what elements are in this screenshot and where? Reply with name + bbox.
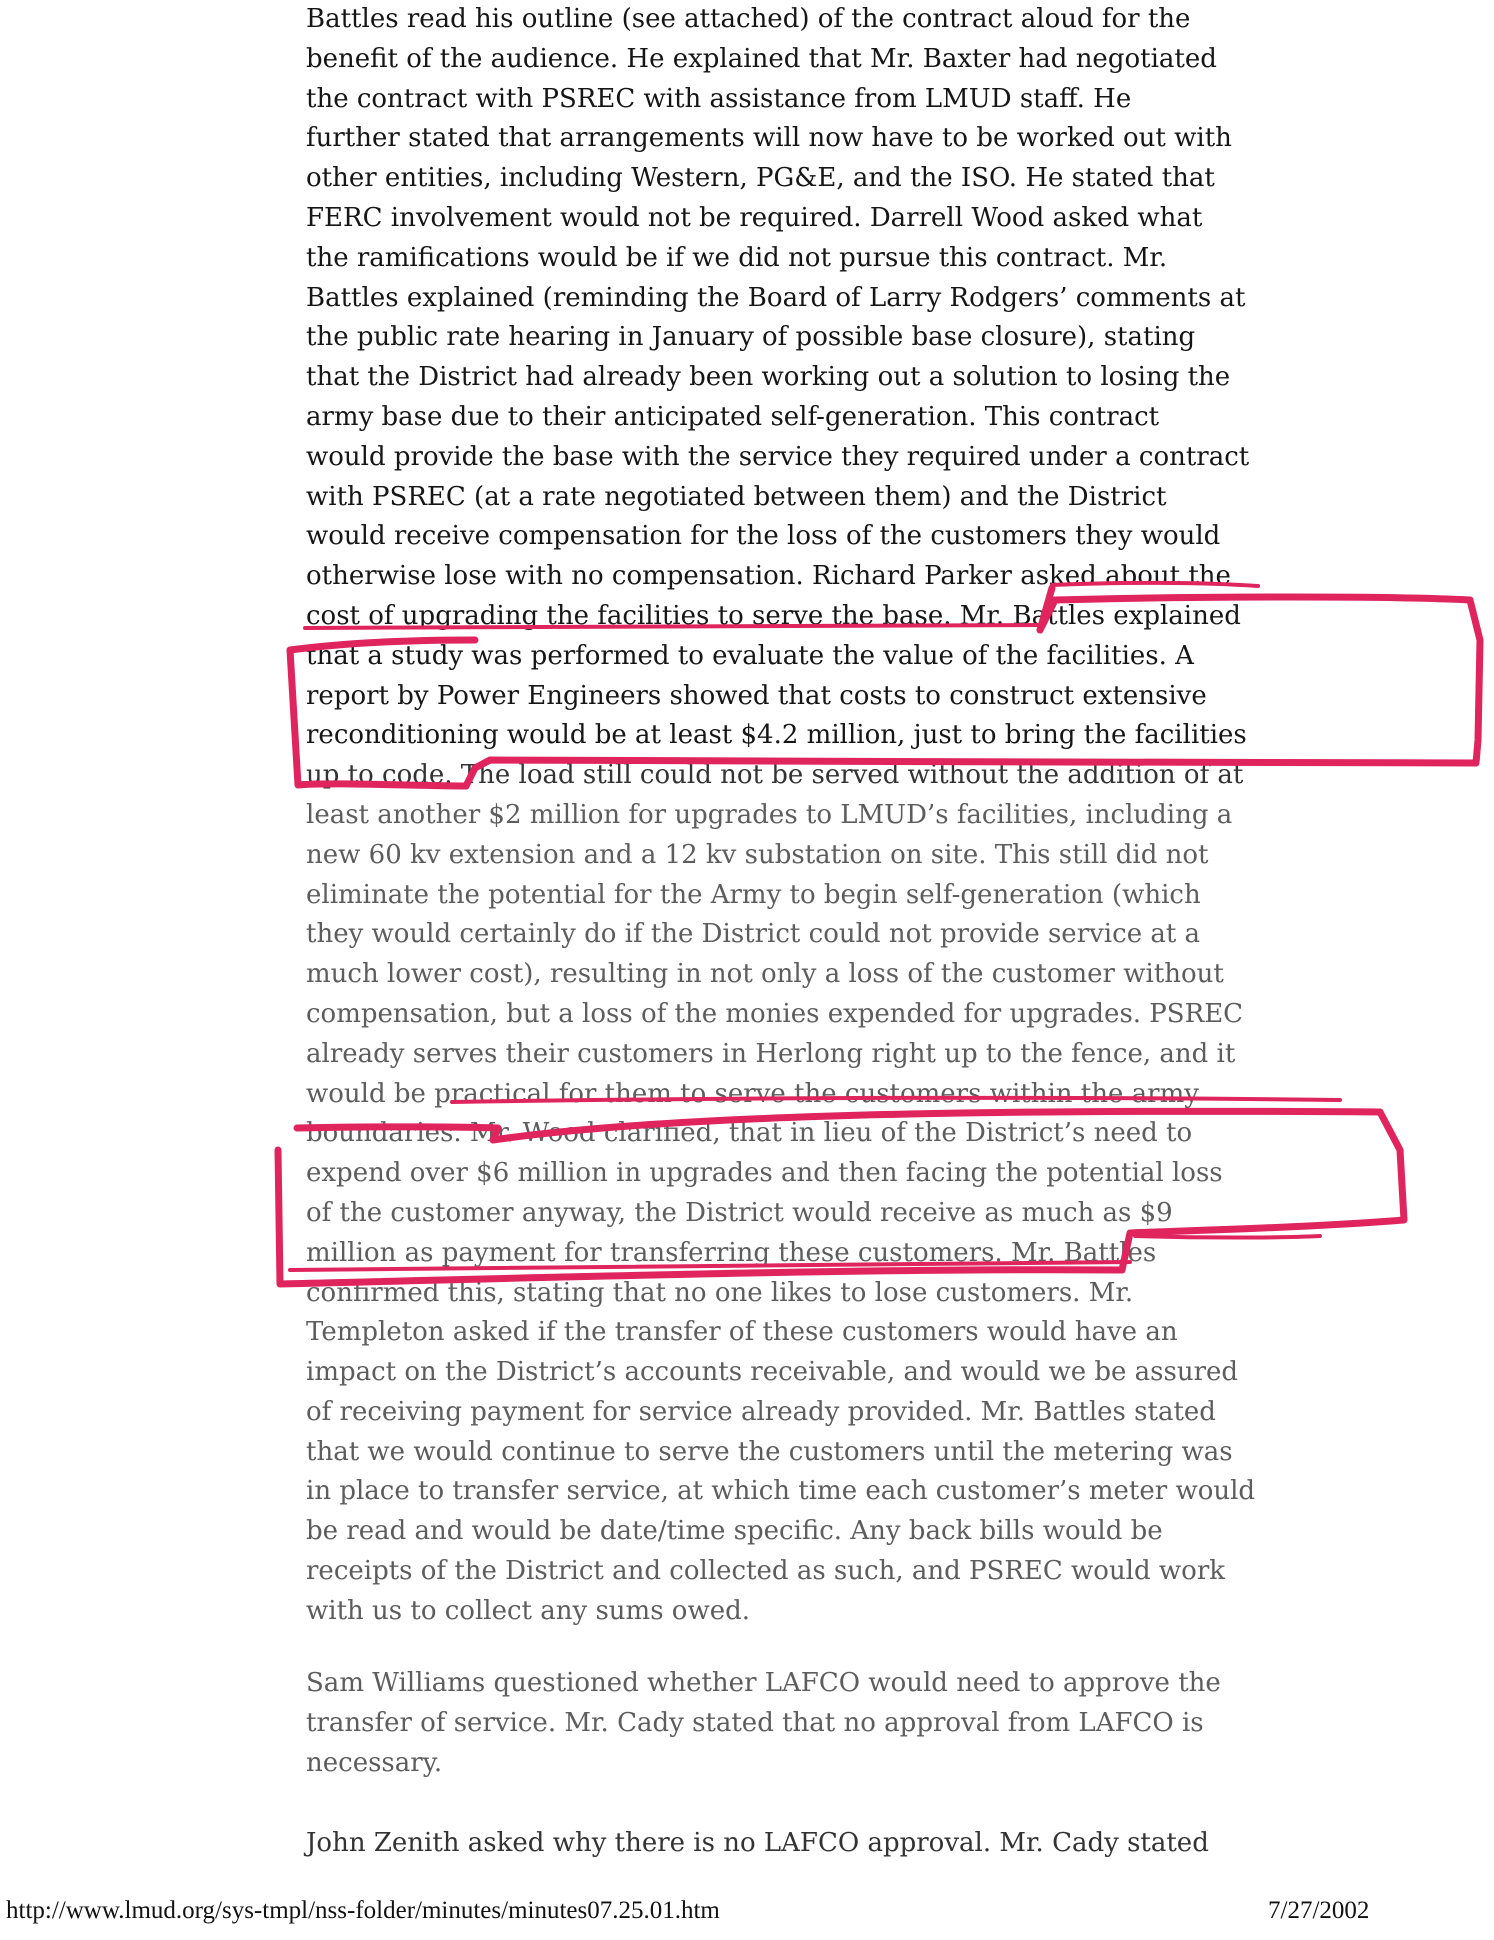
text-line: would receive compensation for the loss of the customers they would — [306, 521, 1221, 552]
text-line: cost of upgrading the facilities to serve the base. Mr. Battles explained — [306, 600, 1241, 631]
text-line: expend over $6 million in upgrades and then facing the potential loss — [306, 1158, 1223, 1189]
text-line: FERC involvement would not be required. Darrell Wood asked what — [306, 202, 1203, 233]
text-line: boundaries. Mr. Wood clarified, that in lieu of the District’s need to — [306, 1118, 1193, 1149]
text-line: impact on the District’s accounts receivable, and would we be assured — [306, 1357, 1239, 1388]
minutes-paragraph-2 — [306, 1664, 1426, 1783]
text-line: much lower cost), resulting in not only a loss of the customer without — [306, 959, 1224, 990]
text-line: up to code. The load still could not be served without the addition of at — [306, 760, 1244, 791]
text-line: the public rate hearing in January of possible base closure), stating — [306, 322, 1196, 353]
text-line: with us to collect any sums owed. — [306, 1595, 751, 1626]
text-line: transfer of service. Mr. Cady stated that no approval from LAFCO is — [306, 1707, 1204, 1738]
text-line: otherwise lose with no compensation. Richard Parker asked about the — [306, 561, 1231, 592]
text-line: eliminate the potential for the Army to begin self-generation (which — [306, 879, 1201, 910]
text-line: benefit of the audience. He explained that Mr. Baxter had negotiated — [306, 43, 1217, 74]
text-line: report by Power Engineers showed that costs to construct extensive — [306, 680, 1207, 711]
text-line: of receiving payment for service already provided. Mr. Battles stated — [306, 1396, 1216, 1427]
text-line: that we would continue to serve the customers until the metering was — [306, 1436, 1233, 1467]
text-line: reconditioning would be at least $4.2 million, just to bring the facilities — [306, 720, 1247, 751]
text-line: further stated that arrangements will now have to be worked out with — [306, 123, 1232, 154]
minutes-paragraph-3 — [306, 1824, 1426, 1864]
text-line: other entities, including Western, PG&E, and the ISO. He stated that — [306, 163, 1215, 194]
text-line: army base due to their anticipated self-generation. This contract — [306, 401, 1160, 432]
text-line: of the customer anyway, the District would receive as much as $9 — [306, 1197, 1173, 1228]
text-line: million as payment for transferring these customers. Mr. Battles — [306, 1237, 1157, 1268]
text-line: with PSREC (at a rate negotiated between them) and the District — [306, 481, 1167, 512]
text-line: already serves their customers in Herlong right up to the fence, and it — [306, 1038, 1236, 1069]
text-line: that the District had already been working out a solution to losing the — [306, 362, 1231, 393]
text-line: Templeton asked if the transfer of these customers would have an — [306, 1317, 1178, 1348]
text-line: they would certainly do if the District could not provide service at a — [306, 919, 1201, 950]
page-footer — [0, 1897, 1494, 1933]
text-line: least another $2 million for upgrades to LMUD’s facilities, including a — [306, 799, 1233, 830]
text-line: be read and would be date/time specific. Any back bills would be — [306, 1516, 1163, 1547]
text-line: John Zenith asked why there is no LAFCO approval. Mr. Cady stated — [306, 1828, 1209, 1858]
source-url: http://www.lmud.org/sys-tmpl/nss-folder/minutes/minutes07.25.01.htm — [6, 1897, 720, 1924]
text-line: Battles read his outline (see attached) of the contract aloud for the — [306, 4, 1191, 34]
minutes-paragraph-1 — [306, 0, 1426, 1632]
text-line: confirmed this, stating that no one likes to lose customers. Mr. — [306, 1277, 1134, 1308]
text-line: would provide the base with the service they required under a contract — [306, 441, 1250, 472]
text-line: new 60 kv extension and a 12 kv substation on site. This still did not — [306, 839, 1209, 870]
text-line: Sam Williams questioned whether LAFCO would need to approve the — [306, 1668, 1221, 1698]
text-line: the ramifications would be if we did not pursue this contract. Mr. — [306, 242, 1168, 273]
text-line: necessary. — [306, 1747, 443, 1778]
text-line: that a study was performed to evaluate the value of the facilities. A — [306, 640, 1194, 671]
text-line: Battles explained (reminding the Board of Larry Rodgers’ comments at — [306, 282, 1246, 313]
text-line: in place to transfer service, at which time each customer’s meter would — [306, 1476, 1256, 1507]
text-line: receipts of the District and collected as such, and PSREC would work — [306, 1556, 1226, 1587]
text-line: compensation, but a loss of the monies expended for upgrades. PSREC — [306, 998, 1244, 1029]
text-line: would be practical for them to serve the customers within the army — [306, 1078, 1199, 1109]
print-date: 7/27/2002 — [1268, 1897, 1370, 1924]
text-line: the contract with PSREC with assistance from LMUD staff. He — [306, 83, 1132, 114]
